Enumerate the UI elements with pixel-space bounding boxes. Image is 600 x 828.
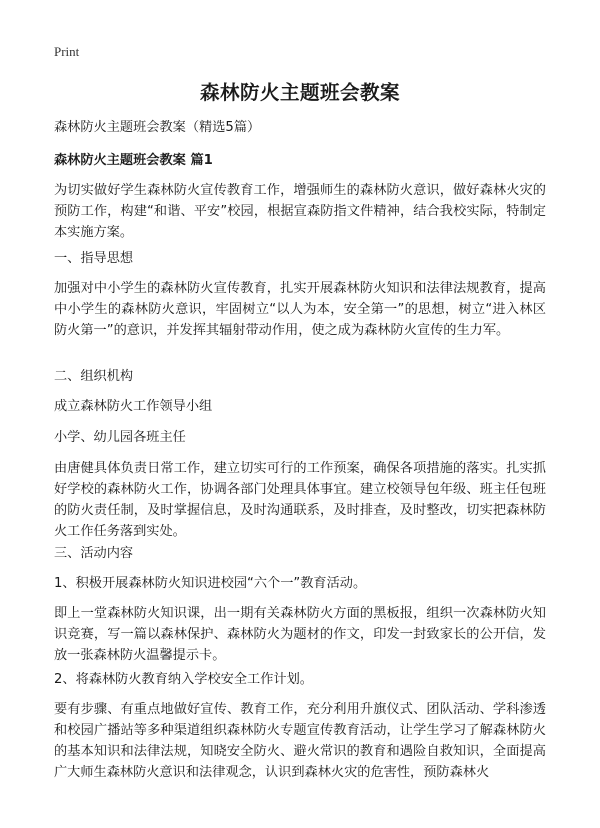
activity-item-2: 2、将森林防火教育纳入学校安全工作计划。 bbox=[54, 672, 313, 687]
heading-guiding-ideology: 一、指导思想 bbox=[54, 251, 134, 266]
paragraph-leading-group: 成立森林防火工作领导小组 bbox=[54, 399, 213, 414]
section-heading: 森林防火主题班会教案 篇1 bbox=[54, 153, 213, 168]
heading-activities: 三、活动内容 bbox=[54, 546, 134, 561]
document-title: 森林防火主题班会教案 bbox=[199, 81, 400, 104]
paragraph-responsibility: 由唐健具体负责日常工作，建立切实可行的工作预案，确保各项措施的落实。扎实抓好学校的森林防火工作，协调各部门处理具体事宜。建立校领导包年级、班主任包班的防火责任制，及时掌握信息，及时沟通联系，及时排查，及时整改，切实把森林防火工作任务落到实处。 bbox=[54, 461, 546, 539]
paragraph-guiding-ideology: 加强对中小学生的森林防火宣传教育，扎实开展森林防火知识和法律法规教育，提高中小学生的森林防火意识，牢固树立“以人为本，安全第一”的思想，树立“进入林区防火第一”的意识，并发挥其辐射带动作用，使之成为森林防火宣传的生力军。 bbox=[54, 281, 546, 338]
intro-paragraph: 为切实做好学生森林防火宣传教育工作，增强师生的森林防火意识，做好森林火灾的预防工作，构建“和谐、平安”校园，根据宣森防指文件精神，结合我校实际，特制定本实施方案。 bbox=[54, 183, 546, 240]
document-subtitle: 森林防火主题班会教案（精选5篇） bbox=[54, 120, 261, 135]
heading-organization: 二、组织机构 bbox=[54, 369, 134, 384]
activity-item-1: 1、积极开展森林防火知识进校园“六个一”教育活动。 bbox=[54, 576, 367, 591]
paragraph-safety-plan: 要有步骤、有重点地做好宣传、教育工作，充分利用升旗仪式、团队活动、学科渗透和校园广播站等多种渠道组织森林防火专题宣传教育活动，让学生学习了解森林防火的基本知识和法律法规，知晓安全防火、避火常识的教育和遇险自救知识，全面提高广大师生森林防火意识和法律观念，认识到森林火灾的危害性，预防森林火 bbox=[54, 702, 546, 780]
paragraph-class-teachers: 小学、幼儿园各班主任 bbox=[54, 430, 186, 445]
print-link[interactable]: Print bbox=[54, 44, 80, 59]
paragraph-activity-details: 即上一堂森林防火知识课，出一期有关森林防火方面的黑板报，组织一次森林防火知识竞赛，写一篇以森林保护、森林防火为题材的作文，印发一封致家长的公开信，发放一张森林防火温馨提示卡。 bbox=[54, 606, 546, 663]
